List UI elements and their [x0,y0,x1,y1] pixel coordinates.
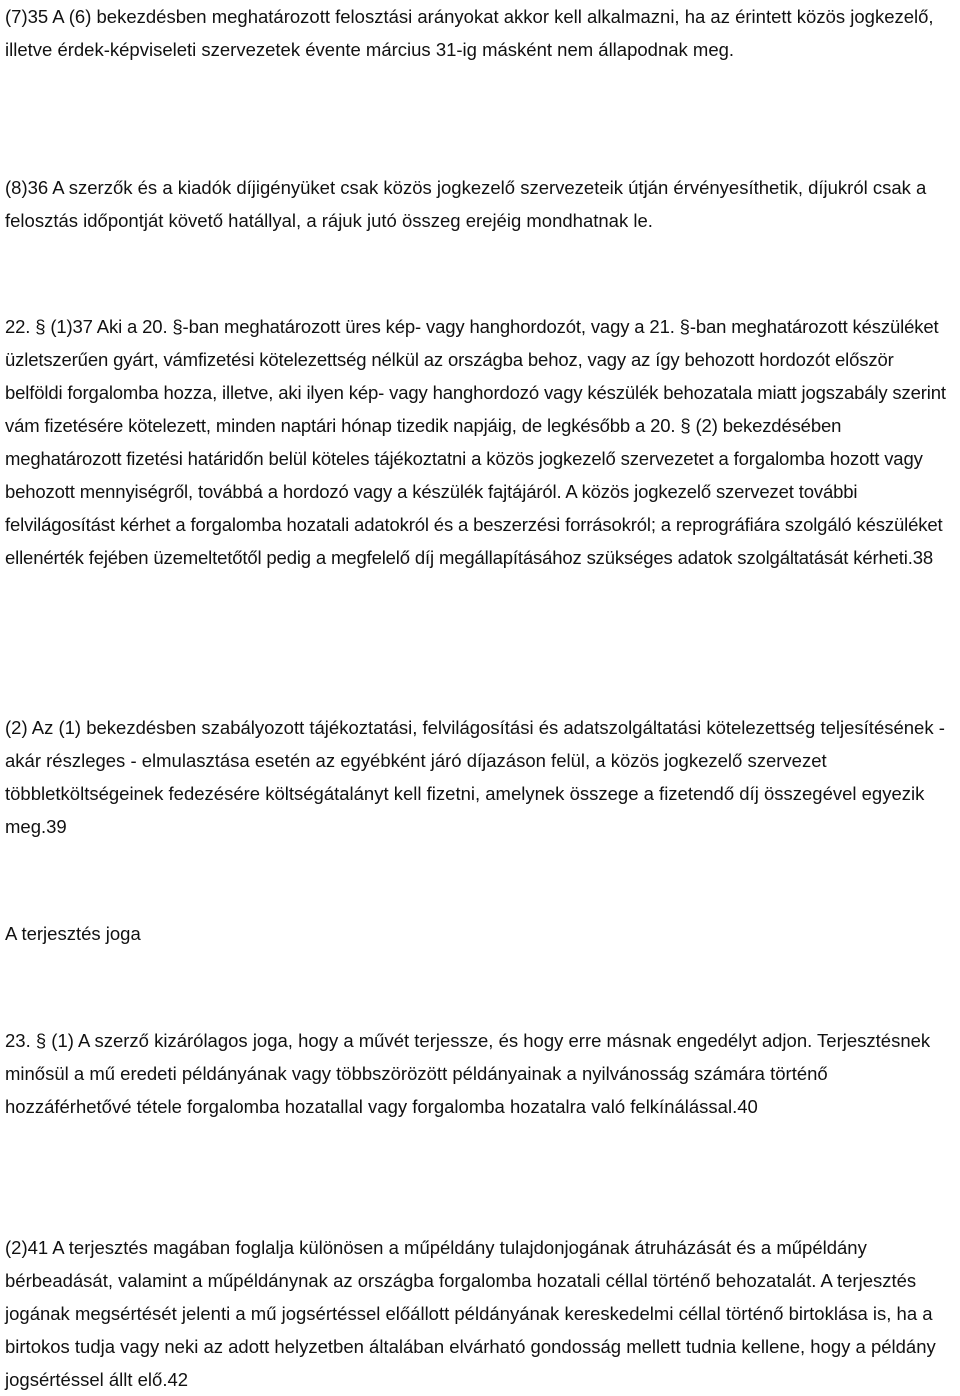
paragraph-23-2: (2)41 A terjesztés magában foglalja különösen a műpéldány tulajdonjogának átruházását és a műpéldány bérbeadását, valamint a műpéldánynak az országba forgalomba hozatali céllal történő behozatalát. A terjesztés jogának megsértését jelenti a mű jogsértéssel előállott példányának kereskedelmi céllal történő birtoklása is, ha a birtokos tudja vagy neki az adott helyzetben általában elvárható gondosság mellett tudnia kellene, hogy a példány jogsértéssel állt elő.42 [5,1237,936,1390]
paragraph-7-35: (7)35 A (6) bekezdésben meghatározott felosztási arányokat akkor kell alkalmazni, ha az érintett közös jogkezelő, illetve érdek-képviseleti szervezetek évente március 31-ig másként nem állapodnak meg. [5,6,934,60]
paragraph-8-36: (8)36 A szerzők és a kiadók díjigényüket csak közös jogkezelő szervezeteik útján érvényesíthetik, díjukról csak a felosztás időpontját követő hatállyal, a rájuk jutó összeg erejéig mondhatnak le. [5,177,927,231]
section-heading-terjesztes-joga: A terjesztés joga [5,923,141,944]
paragraph-22-2: (2) Az (1) bekezdésben szabályozott tájékoztatási, felvilágosítási és adatszolgáltatási kötelezettség teljesítésének - akár részleges - elmulasztása esetén az egyébként járó díjazáson felül, a közös jogkezelő szervezet többletköltségeinek fedezésére költségátalányt kell fizetni, amelynek összege a fizetendő díj összegével egyezik meg.39 [5,717,945,837]
paragraph-22-1: 22. § (1)37 Aki a 20. §-ban meghatározott üres kép- vagy hanghordozót, vagy a 21. §-ban meghatározott készüléket üzletszerűen gyárt, vámfizetési kötelezettség nélkül az országba behoz, vagy az így behozott hordozót először belföldi forgalomba hozza, illetve, aki ilyen kép- vagy hanghordozó vagy készülék behozatala miatt jogszabály szerint vám fizetésére kötelezett, minden naptári hónap tizedik napjáig, de legkésőbb a 20. § (2) bekezdésében meghatározott fizetési határidőn belül köteles tájékoztatni a közös jogkezelő szervezetet a forgalomba hozott vagy behozott mennyiségről, továbbá a hordozó vagy a készülék fajtájáról. A közös jogkezelő szervezet további felvilágosítást kérhet a forgalomba hozatali adatokról és a beszerzési forrásokról; a reprográfiára szolgáló készüléket ellenérték fejében üzemeltetőtől pedig a megfelelő díj megállapításához szükséges adatok szolgáltatását kérheti.38 [5,316,946,568]
paragraph-23-1: 23. § (1) A szerző kizárólagos joga, hogy a művét terjessze, és hogy erre másnak engedélyt adjon. Terjesztésnek minősül a mű eredeti példányának vagy többszörözött példányainak a nyilvánosság számára történő hozzáférhetővé tétele forgalomba hozatallal vagy forgalomba hozatalra való felkínálással.40 [5,1030,931,1117]
